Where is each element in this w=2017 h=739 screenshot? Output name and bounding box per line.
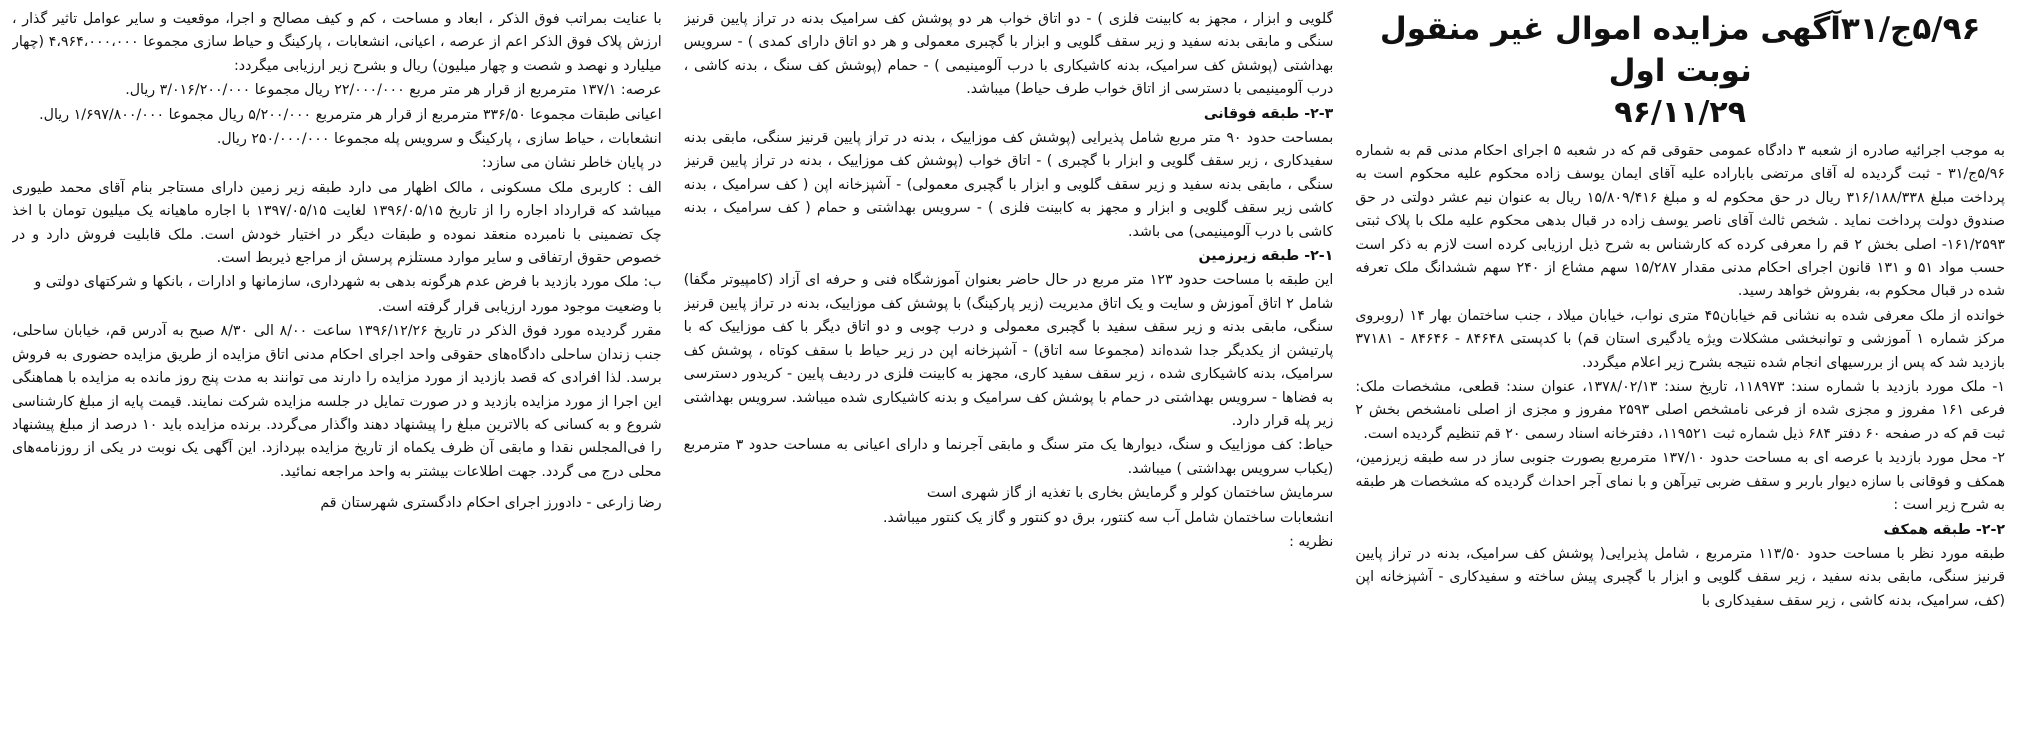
section-heading: ۲-۱- طبقه زیرزمین — [1198, 248, 1334, 265]
notice-paragraph: انشعابات ، حیاط سازی ، پارکینگ و سرویس پله مجموعا ۲۵۰/۰۰۰/۰۰۰ ریال. — [216, 131, 662, 148]
notice-title-line1: ۵/۹۶ج/۳۱آگهی مزایده اموال غیر منقول نوبت اول — [1379, 11, 1981, 89]
notice-column-1 — [1355, 8, 2005, 731]
notice-paragraph: الف : کاربری ملک مسکونی ، مالک اظهار می دارد طبقه زیر زمین دارای مستاجر بنام آقای محمد طیوری میباشد که قرارداد اجاره را از تاریخ ۱۳۹۶/۰۵/۱۵ لغایت ۱۳۹۷/۰۵/۱۵ با اجاره ماهیانه یک میلیون تومان با اخذ چک تضمینی با نامبرده منعقد نموده و طبقات دیگر در اختیار خودش است. ملک قابلیت فروش دارد و در خصوص حقوق ارتفاقی و سایر موارد مستلزم پرسش از مراجع ذیربط است. — [11, 179, 662, 267]
notice-paragraph: گلویی و ابزار ، مجهز به کابینت فلزی ) - دو اتاق خواب هر دو پوشش کف سرامیک بدنه در تراز پایین قرنیز سنگی و مابقی بدنه سفید و زیر سقف گلویی و ابزار با گچبری معمولی و هر دو اتاق دارای کمدی ) - سرویس بهداشتی (پوشش کف سرامیک، بدنه کاشیکاری با درب آلومینیمی ) - حمام (پوشش کف سنگ ، بدنه کاشی ، درب آلومینیمی با دسترسی از اتاق خواب طرف حیاط) میباشد. — [683, 11, 1334, 98]
notice-paragraph: با وضعیت موجود مورد ارزیابی قرار گرفته است. — [377, 298, 662, 315]
notice-paragraph: عرصه: ۱۳۷/۱ مترمربع از قرار هر متر مربع ۲۲/۰۰۰/۰۰۰ ریال مجموعا ۳/۰۱۶/۲۰۰/۰۰۰ ریال. — [125, 82, 662, 99]
notice-paragraph: انشعابات ساختمان شامل آب سه کنتور، برق دو کنتور و گاز یک کنتور میباشد. — [883, 509, 1334, 526]
notice-paragraph: طبقه مورد نظر با مساحت حدود ۱۱۳/۵۰ مترمربع ، شامل پذیرایی( پوشش کف سرامیک، بدنه در تراز پایین قرنیز سنگی، مابقی بدنه سفید ، زیر سقف گلویی و ابزار با گچبری پیش ساخته و سفیدکاری - آشپزخانه اپن (کف، سرامیک، بدنه کاشی ، زیر سقف سفیدکاری با — [1355, 545, 2005, 609]
notice-paragraph: با عنایت بمراتب فوق الذکر ، ابعاد و مساحت ، کم و کیف مصالح و اجرا، موقعیت و سایر عوامل تاثیر گذار ، ارزش پلاک فوق الذکر اعم از عرصه ، اعیانی، انشعابات ، پارکینگ و حیاط سازی مجموعا ۴،۹۶۴،۰۰۰،۰۰۰ (چهار میلیارد و نهصد و شصت و چهار میلیون) ریال و بشرح زیر ارزیابی میگردد: — [11, 11, 662, 74]
section-heading: ۲-۲- طبقه همکف — [1883, 521, 2005, 538]
notice-paragraph: این طبقه با مساحت حدود ۱۲۳ متر مربع در حال حاضر بعنوان آموزشگاه فنی و حرفه ای آزاد (کامپیوتر مگفا) شامل ۲ اتاق آموزش و سایت و یک اتاق مدیریت (زیر پارکینگ) با پوشش کف موزاییک، بدنه در تراز پایین قرنیز سنگی، مابقی بدنه و زیر سقف سفید با گچبری معمولی و درب چوبی و دو اتاق دیگر با کف موزاییک که با پارتیشن از یکدیگر جدا شده‌اند (مجموعا سه اتاق) - آشپزخانه اپن در زیر حیاط با سقف کوتاه ، پوشش کف سرامیک، بدنه کاشیکاری شده ، زیر سقف سفید کاری، مجهز به کابینت فلزی در ردیف پایین - کریدور دسترسی به فضاها - سرویس بهداشتی در حمام با پوشش کف سرامیک و بدنه کاشیکاری شده میباشد. سرویس بهداشتی زیر پله قرار دارد. — [683, 272, 1334, 429]
section-heading: ۲-۳- طبقه فوقانی — [1203, 105, 1334, 122]
notice-paragraph: در پایان خاطر نشان می سازد: — [481, 155, 662, 172]
notice-paragraph: ۱- ملک مورد بازدید با شماره سند: ۱۱۸۹۷۳، تاریخ سند: ۱۳۷۸/۰۲/۱۳، عنوان سند: قطعی، مشخصات ملک: فرعی ۱۶۱ مفروز و مجزی شده از فرعی نامشخص اصلی ۲۵۹۳ مفروز و مجزی از اصلی نامشخص بخش ۲ ثبت قم که در صفحه ۶۰ دفتر ۶۸۴ ذیل شماره ثبت ۱۱۹۵۲۱، دفترخانه اسناد رسمی ۲۰ قم تنظیم گردیده است. — [1355, 379, 2005, 442]
notice-paragraph: به موجب اجرائیه صادره از شعبه ۳ دادگاه عمومی حقوقی قم که در شعبه ۵ اجرای احکام مدنی قم به شماره ۵/۹۶ج/۳۱ - ثبت گردیده له آقای مرتضی باباراده علیه آقای ایمان یوسف زاده محکوم علیه محکوم است به پرداخت مبلغ ۳۱۶/۱۸۸/۳۳۸ ریال در حق محکوم له و مبلغ ۱۵/۸۰۹/۴۱۶ ریال به عنوان نیم عشر دولتی در حق صندوق دولت پرداخت نماید . شخص ثالث آقای ناصر یوسف زاده در قبال بدهی محکوم علیه ملک با پلاک ثبتی ۱۶۱/۲۵۹۳- اصلی بخش ۲ قم را معرفی کرده که کارشناس به شرح ذیل ارزیابی کرده است لازم به ذکر است حسب مواد ۵۱ و ۱۳۱ قانون اجرای احکام مدنی مقدار ۱۵/۲۸۷ سهم مشاع از ۲۴۰ سهم ششدانگ ملک تعرفه شده در قبال محکوم به، بفروش خواهد رسید. — [1355, 143, 2005, 300]
notice-paragraph: مقرر گردیده مورد فوق الذکر در تاریخ ۱۳۹۶/۱۲/۲۶ ساعت ۸/۰۰ الی ۸/۳۰ صبح به آدرس قم، خیابان ساحلی، جنب زندان ساحلی دادگاه‌های حقوقی واحد اجرای احکام مدنی اتاق مزایده از طریق مزایده حضوری به فروش برسد. لذا افرادی که قصد بازدید از مورد مزایده را دارند می توانند به مدت پنج روز مانده به مزایده با هماهنگی این اجرا از مورد مزایده بازدید و در صورت تمایل در جلسه مزایده شرکت نمایند. قیمت پایه از مبلغ کارشناسی شروع و به کسانی که بالاترین مبلغ را پیشنهاد دهند واگذار می‌گردد. برنده مزایده باید ۱۰ درصد از مبلغ پیشنهاد را فی‌المجلس نقدا و مابقی آن ظرف یکماه از تاریخ مزایده بپردازد. این آگهی یک نوبت در یکی از روزنامه‌های محلی درج می گردد. جهت اطلاعات بیشتر به واحد مراجعه نمائید. — [11, 323, 662, 480]
notice-paragraph: اعیانی طبقات مجموعا ۳۳۶/۵۰ مترمربع از قرار هر مترمربع ۵/۲۰۰/۰۰۰ ریال مجموعا ۱/۶۹۷/۸۰۰/۰۰۰ ریال. — [39, 106, 662, 123]
notice-title-date: ۹۶/۱۱/۲۹ — [1614, 95, 1747, 130]
notice-paragraph: سرمایش ساختمان کولر و گرمایش بخاری با تغذیه از گاز شهری است — [926, 485, 1334, 502]
notice-column-3 — [12, 8, 662, 731]
notice-title — [1355, 8, 2005, 134]
notice-paragraph: ب: ملک مورد بازدید با فرض عدم هرگونه بدهی به شهرداری، سازمانها و ادارات ، بانکها و شرکتهای دولتی و — [34, 274, 662, 291]
notice-column-2 — [684, 8, 1334, 731]
notice-paragraph: بمساحت حدود ۹۰ متر مربع شامل پذیرایی (پوشش کف موزاییک ، بدنه در تراز پایین قرنیز سنگی، مابقی بدنه سفیدکاری ، زیر سقف گلویی و ابزار با گچبری ) - اتاق خواب (پوشش کف موزاییک ، بدنه در تراز پایین قرنیز سنگی ، مابقی بدنه سفید و زیر سقف گلویی و ابزار با گچبری معمولی) - آشپزخانه اپن ( کف سرامیک ، بدنه کاشی زیر سقف گلویی و ابزار و مجهز به کابینت فلزی ) - سرویس بهداشتی و حمام ( کف سرامیک ، بدنه کاشی با درب آلومینیمی) می باشد. — [683, 130, 1334, 240]
notice-paragraph: ۲- محل مورد بازدید با عرصه ای به مساحت حدود ۱۳۷/۱۰ مترمربع بصورت جنوبی ساز در سه طبقه زیرزمین، همکف و فوقانی با سازه دیوار باربر و سقف ضربی تیرآهن و با نمای آجر احداث گردیده که مشخصات هر طبقه به شرح زیر است : — [1355, 450, 2005, 514]
notice-paragraph: نظریه : — [1289, 533, 1334, 550]
notice-paragraph: حیاط: کف موزاییک و سنگ، دیوارها یک متر سنگ و مابقی آجرنما و دارای اعیانی به مساحت حدود ۳ مترمربع (یکباب سرویس بهداشتی ) میباشد. — [683, 437, 1334, 477]
notice-paragraph: خوانده از ملک معرفی شده به نشانی قم خیابان۴۵ متری نواب، خیابان میلاد ، جنب ساختمان بهار ۱۴ (روبروی مرکز شماره ۱ آموزشی و توانبخشی مشکلات ویژه یادگیری استان قم) با کدپستی ۸۴۶۴۸ - ۸۴۶۴۶ - ۳۷۱۸۱ بازدید شد که پس از بررسیهای انجام شده نتیجه بشرح زیر اعلام میگردد. — [1355, 307, 2005, 371]
signature-line: رضا زارعی - دادورز اجرای احکام دادگستری شهرستان قم — [320, 495, 662, 512]
